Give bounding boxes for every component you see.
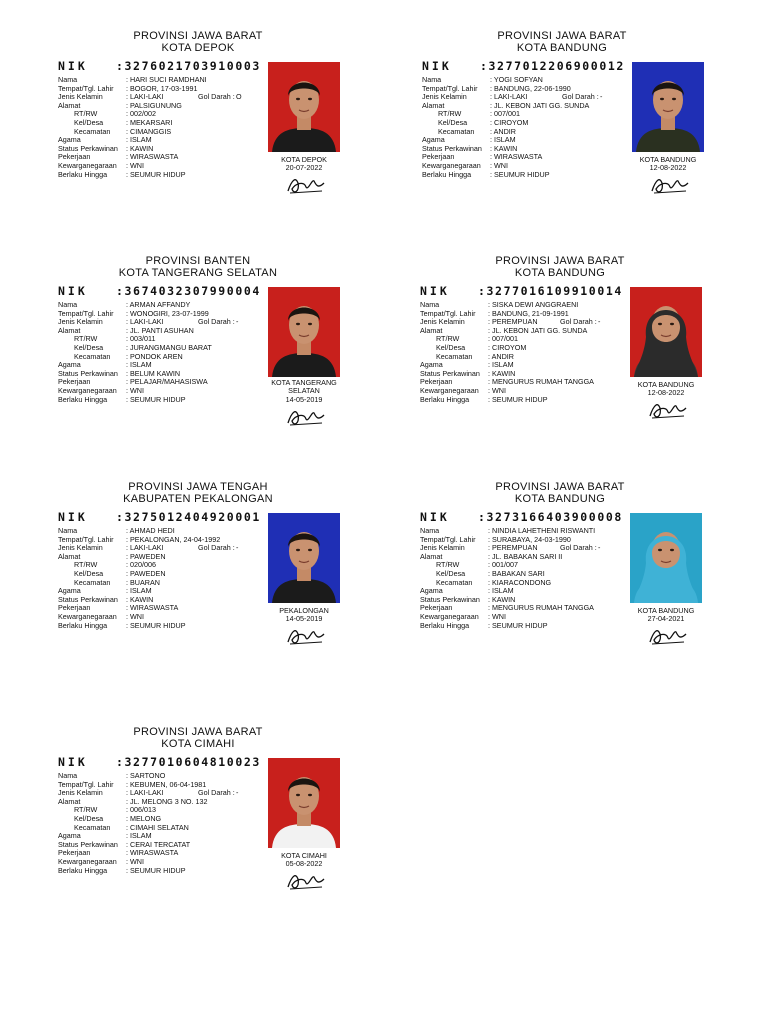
field-label: Kewarganegaraan [422, 160, 481, 170]
field-berlaku [58, 171, 273, 180]
field-label: Alamat [420, 551, 443, 561]
ktp-card [420, 255, 720, 445]
id-photo [268, 287, 340, 377]
field-label: RT/RW [74, 560, 98, 570]
ktp-card [58, 30, 358, 220]
nik-line [58, 755, 261, 769]
field-value: : KAWIN [488, 596, 515, 605]
signature-image [284, 624, 330, 648]
field-value: : CIROYOM [490, 119, 528, 128]
field-label: Kecamatan [74, 822, 111, 832]
id-photo [632, 62, 704, 152]
nik-line [422, 59, 625, 73]
id-photo [630, 287, 702, 377]
field-value: : ISLAM [488, 361, 514, 370]
identity-fields [58, 76, 273, 179]
field-value: : PEREMPUAN [488, 544, 538, 553]
field-value: : PAWEDEN [126, 570, 166, 579]
field-label: Pekerjaan [58, 848, 91, 858]
field-label: Alamat [422, 100, 445, 110]
field-value: : BUARAN [126, 579, 160, 588]
identity-fields [58, 527, 273, 630]
gol-darah-value: - [236, 543, 239, 553]
nik-label: NIK [420, 510, 450, 524]
field-value: : LAKI-LAKI [126, 93, 164, 102]
nik-number: :3275012404920001 [116, 510, 261, 524]
field-label: Agama [422, 135, 445, 145]
signature-image [646, 624, 692, 648]
field-berlaku [422, 171, 637, 180]
issue-date: 05-08-2022 [285, 859, 323, 869]
field-value: : SEUMUR HIDUP [126, 396, 186, 405]
issue-place-block [616, 381, 716, 398]
field-kecamatan [58, 128, 273, 137]
nik-number: :3273166403900008 [478, 510, 623, 524]
field-value: : PAWEDEN [126, 553, 166, 562]
field-label: Kel/Desa [74, 813, 104, 823]
nik-line [58, 59, 261, 73]
field-label: Berlaku Hingga [58, 394, 108, 404]
issue-place-block [254, 156, 354, 173]
gol-darah-value: - [598, 543, 601, 553]
field-value: : SEUMUR HIDUP [488, 622, 548, 631]
field-value: : LAKI-LAKI [126, 318, 164, 327]
issue-place: KOTA CIMAHI [281, 851, 327, 860]
issue-place-block [618, 156, 718, 173]
field-label: Jenis Kelamin [58, 543, 103, 553]
portrait-image [268, 287, 340, 377]
field-label: Nama [58, 771, 78, 780]
field-value: : 001/007 [488, 561, 518, 570]
portrait-image [268, 513, 340, 603]
field-value: : KAWIN [490, 145, 517, 154]
field-label: Kecamatan [436, 577, 473, 587]
id-photo [268, 62, 340, 152]
field-value: : ARMAN AFFANDY [126, 301, 190, 310]
field-label: Status Perkawinan [420, 368, 480, 378]
field-value: : CIROYOM [488, 344, 526, 353]
field-value: : SURABAYA, 24-03-1990 [488, 536, 571, 545]
field-value: : ISLAM [490, 136, 516, 145]
issue-date: 27-04-2021 [647, 614, 685, 624]
field-value: : KEBUMEN, 06-04-1981 [126, 781, 206, 790]
field-value: : MENGURUS RUMAH TANGGA [488, 378, 594, 387]
nik-label: NIK [422, 59, 452, 73]
field-value: : BOGOR, 17-03-1991 [126, 85, 198, 94]
field-label: Jenis Kelamin [58, 788, 103, 798]
field-value: : WNI [488, 613, 506, 622]
ktp-card [58, 481, 358, 671]
gol-darah-value: - [236, 788, 239, 798]
field-value: : PELAJAR/MAHASISWA [126, 378, 208, 387]
issue-date: 14-05-2019 [285, 394, 323, 404]
field-label: Pekerjaan [420, 603, 453, 613]
identity-fields [422, 76, 637, 179]
field-kecamatan [422, 128, 637, 137]
identity-fields [58, 772, 273, 875]
field-value: : WNI [126, 858, 144, 867]
field-label: Alamat [420, 325, 443, 335]
field-label: Kewarganegaraan [58, 385, 117, 395]
field-kecamatan [420, 579, 635, 588]
portrait-image [268, 758, 340, 848]
field-value: : PONDOK AREN [126, 353, 183, 362]
field-label: Pekerjaan [58, 152, 91, 162]
portrait-image [632, 62, 704, 152]
field-label: Tempat/Tgl. Lahir [420, 308, 476, 318]
field-label: Tempat/Tgl. Lahir [58, 83, 114, 93]
identity-fields [58, 301, 273, 404]
issue-place-block [254, 379, 354, 404]
field-label: Kewarganegaraan [420, 611, 479, 621]
city-title: KOTA CIMAHI [161, 738, 235, 750]
field-label: Kewarganegaraan [58, 856, 117, 866]
field-label: Status Perkawinan [58, 143, 118, 153]
field-value: : JL. PANTI ASUHAN [126, 327, 194, 336]
field-label: Agama [58, 360, 81, 370]
field-label: RT/RW [74, 334, 98, 344]
field-value: : 020/006 [126, 561, 156, 570]
ktp-card [420, 481, 720, 671]
nik-label: NIK [58, 510, 88, 524]
field-value: : CIMAHI SELATAN [126, 824, 189, 833]
ktp-card [58, 726, 358, 916]
field-value: : ANDIR [488, 353, 514, 362]
field-berlaku [420, 396, 635, 405]
field-label: Nama [58, 300, 78, 309]
field-label: Jenis Kelamin [58, 317, 103, 327]
field-value: : KAWIN [126, 596, 153, 605]
field-value: : JL. KEBON JATI GG. SUNDA [490, 102, 589, 111]
field-label: Kel/Desa [436, 342, 466, 352]
field-value: : 003/011 [126, 335, 155, 344]
field-label: Status Perkawinan [58, 839, 118, 849]
field-label: Nama [58, 526, 78, 535]
field-value: : 007/001 [488, 335, 518, 344]
signature-image [646, 398, 692, 422]
field-value: : SEUMUR HIDUP [126, 622, 186, 631]
field-label: Berlaku Hingga [58, 865, 108, 875]
field-value: : LAKI-LAKI [126, 789, 164, 798]
field-value: : AHMAD HEDI [126, 527, 175, 536]
field-value: : WNI [126, 162, 144, 171]
field-value: : KIARACONDONG [488, 579, 551, 588]
portrait-image [630, 513, 702, 603]
province-title: PROVINSI JAWA BARAT [133, 30, 263, 42]
gol-darah-value: O [236, 92, 242, 102]
field-label: Nama [420, 300, 440, 309]
field-kecamatan [420, 353, 635, 362]
issue-place: KOTA BANDUNG [637, 380, 695, 389]
identity-fields [420, 527, 635, 630]
field-label: Alamat [58, 551, 81, 561]
field-label: Jenis Kelamin [58, 92, 103, 102]
portrait-image [268, 62, 340, 152]
city-title: KOTA DEPOK [161, 42, 235, 54]
gol-darah-label: Gol Darah : [198, 789, 235, 798]
field-value: : ISLAM [126, 136, 152, 145]
nik-label: NIK [58, 284, 88, 298]
nik-label: NIK [58, 59, 88, 73]
field-berlaku [58, 396, 273, 405]
city-title: KOTA BANDUNG [514, 267, 606, 279]
nik-number: :3277012206900012 [480, 59, 625, 73]
field-label: Nama [58, 75, 78, 84]
field-label: RT/RW [438, 109, 462, 119]
city-title: KOTA BANDUNG [514, 493, 606, 505]
field-label: Agama [58, 831, 81, 841]
field-value: : WNI [488, 387, 506, 396]
field-value: : WONOGIRI, 23-07-1999 [126, 310, 209, 319]
field-value: : PEREMPUAN [488, 318, 538, 327]
field-value: : ISLAM [126, 832, 152, 841]
gol-darah-value: - [600, 92, 603, 102]
field-label: Agama [420, 586, 443, 596]
field-value: : KAWIN [488, 370, 515, 379]
field-value: : NINDIA LAHETHENI RISWANTI [488, 527, 595, 536]
field-value: : LAKI-LAKI [126, 544, 164, 553]
nik-line [58, 510, 261, 524]
issue-date: 14-05-2019 [285, 614, 323, 624]
field-value: : WIRASWASTA [490, 153, 542, 162]
gol-darah-label: Gol Darah : [198, 93, 235, 102]
field-label: Kecamatan [438, 126, 475, 136]
field-label: Agama [58, 586, 81, 596]
field-label: Kecamatan [74, 126, 111, 136]
identity-fields [420, 301, 635, 404]
field-label: Agama [58, 135, 81, 145]
province-title: PROVINSI JAWA BARAT [497, 30, 627, 42]
field-value: : 007/001 [490, 110, 520, 119]
issue-place: KOTA TANGERANG [271, 378, 337, 387]
field-value: : 006/013 [126, 806, 156, 815]
gol-darah-label: Gol Darah : [198, 318, 235, 327]
field-label: RT/RW [436, 560, 460, 570]
field-value: : SEUMUR HIDUP [126, 171, 186, 180]
id-photo [268, 513, 340, 603]
field-value: : PALSIGUNUNG [126, 102, 182, 111]
field-kecamatan [58, 824, 273, 833]
field-label: Tempat/Tgl. Lahir [58, 779, 114, 789]
gol-darah-label: Gol Darah : [560, 318, 597, 327]
field-label: Kecamatan [436, 351, 473, 361]
issue-date: 20-07-2022 [285, 163, 323, 173]
ktp-card [422, 30, 722, 220]
province-title: PROVINSI BANTEN [145, 255, 251, 267]
id-photo [630, 513, 702, 603]
field-label: Alamat [58, 100, 81, 110]
signature-image [648, 173, 694, 197]
portrait-image [630, 287, 702, 377]
province-title: PROVINSI JAWA BARAT [495, 481, 625, 493]
field-label: Berlaku Hingga [420, 394, 470, 404]
field-value: : WNI [490, 162, 508, 171]
gol-darah-value: - [598, 317, 601, 327]
field-value: : WNI [126, 387, 144, 396]
field-label: Kel/Desa [74, 568, 104, 578]
field-value: : BELUM KAWIN [126, 370, 180, 379]
field-kecamatan [58, 353, 273, 362]
issue-place: PEKALONGAN [279, 606, 329, 615]
field-value: : BANDUNG, 22-06-1990 [490, 85, 571, 94]
field-label: Nama [420, 526, 440, 535]
field-berlaku [58, 622, 273, 631]
nik-line [420, 284, 623, 298]
ktp-card [58, 255, 358, 445]
field-label: Alamat [58, 796, 81, 806]
field-value: : 002/002 [126, 110, 156, 119]
field-value: : SARTONO [126, 772, 165, 781]
field-label: Tempat/Tgl. Lahir [58, 534, 114, 544]
field-value: : MEKARSARI [126, 119, 172, 128]
field-label: Kewarganegaraan [58, 611, 117, 621]
field-value: : BANDUNG, 21-09-1991 [488, 310, 569, 319]
field-value: : JL. MELONG 3 NO. 132 [126, 798, 208, 807]
field-value: : HARI SUCI RAMDHANI [126, 76, 207, 85]
field-label: Pekerjaan [422, 152, 455, 162]
field-value: : SEUMUR HIDUP [490, 171, 550, 180]
issue-date: 12-08-2022 [649, 163, 687, 173]
signature-image [284, 869, 330, 893]
id-photo [268, 758, 340, 848]
field-label: Berlaku Hingga [422, 169, 472, 179]
field-label: Berlaku Hingga [420, 620, 470, 630]
field-value: : SEUMUR HIDUP [126, 867, 186, 876]
field-value: : WIRASWASTA [126, 849, 178, 858]
city-title: KOTA TANGERANG SELATAN [118, 267, 278, 279]
field-value: : MENGURUS RUMAH TANGGA [488, 604, 594, 613]
field-label: Status Perkawinan [420, 594, 480, 604]
province-title: PROVINSI JAWA TENGAH [128, 481, 268, 493]
field-value: : WNI [126, 613, 144, 622]
city-title: KABUPATEN PEKALONGAN [123, 493, 273, 505]
gol-darah-value: - [236, 317, 239, 327]
field-label: RT/RW [74, 805, 98, 815]
gol-darah-label: Gol Darah : [560, 544, 597, 553]
field-value: : BABAKAN SARI [488, 570, 545, 579]
field-label: Status Perkawinan [58, 594, 118, 604]
field-value: : CERAI TERCATAT [126, 841, 190, 850]
field-label: Tempat/Tgl. Lahir [422, 83, 478, 93]
field-label: Jenis Kelamin [422, 92, 467, 102]
field-label: Kecamatan [74, 351, 111, 361]
nik-label: NIK [58, 755, 88, 769]
field-label: Kel/Desa [74, 342, 104, 352]
field-label: Kewarganegaraan [58, 160, 117, 170]
field-value: : KAWIN [126, 145, 153, 154]
field-label: Kel/Desa [438, 117, 468, 127]
nik-number: :3277010604810023 [116, 755, 261, 769]
issue-place-block [254, 852, 354, 869]
field-label: Tempat/Tgl. Lahir [58, 308, 114, 318]
signature-image [284, 173, 330, 197]
field-label: Pekerjaan [58, 377, 91, 387]
nik-number: :3674032307990004 [116, 284, 261, 298]
signature-image [284, 405, 330, 429]
nik-label: NIK [420, 284, 450, 298]
field-label: Jenis Kelamin [420, 317, 465, 327]
field-label: Alamat [58, 325, 81, 335]
field-label: Kewarganegaraan [420, 385, 479, 395]
field-value: : ISLAM [488, 587, 514, 596]
nik-line [58, 284, 261, 298]
issue-place: KOTA DEPOK [281, 155, 327, 164]
field-label: Jenis Kelamin [420, 543, 465, 553]
city-title: KOTA BANDUNG [516, 42, 608, 54]
field-value: : SEUMUR HIDUP [488, 396, 548, 405]
field-value: : WIRASWASTA [126, 604, 178, 613]
province-title: PROVINSI JAWA BARAT [133, 726, 263, 738]
field-label: Kel/Desa [436, 568, 466, 578]
field-label: Status Perkawinan [422, 143, 482, 153]
field-value: : JURANGMANGU BARAT [126, 344, 212, 353]
issue-date: 12-08-2022 [647, 388, 685, 398]
field-label: Pekerjaan [58, 603, 91, 613]
nik-number: :3276021703910003 [116, 59, 261, 73]
issue-place: KOTA BANDUNG [639, 155, 697, 164]
field-value: : MELONG [126, 815, 161, 824]
field-value: : LAKI-LAKI [490, 93, 528, 102]
issue-place: KOTA BANDUNG [637, 606, 695, 615]
province-title: PROVINSI JAWA BARAT [495, 255, 625, 267]
gol-darah-label: Gol Darah : [198, 544, 235, 553]
field-label: Kel/Desa [74, 117, 104, 127]
field-value: : PEKALONGAN, 24-04-1992 [126, 536, 220, 545]
field-label: Status Perkawinan [58, 368, 118, 378]
field-label: RT/RW [74, 109, 98, 119]
field-kecamatan [58, 579, 273, 588]
field-value: : JL. BABAKAN SARI II [488, 553, 562, 562]
field-berlaku [420, 622, 635, 631]
field-value: : JL. KEBON JATI GG. SUNDA [488, 327, 587, 336]
field-label: Berlaku Hingga [58, 169, 108, 179]
field-value: : CIMANGGIS [126, 128, 171, 137]
field-berlaku [58, 867, 273, 876]
field-label: Pekerjaan [420, 377, 453, 387]
issue-place-line2: SELATAN [288, 386, 320, 396]
field-label: Kecamatan [74, 577, 111, 587]
field-label: Agama [420, 360, 443, 370]
field-value: : WIRASWASTA [126, 153, 178, 162]
field-label: Tempat/Tgl. Lahir [420, 534, 476, 544]
field-label: Berlaku Hingga [58, 620, 108, 630]
field-value: : ISLAM [126, 587, 152, 596]
nik-number: :3277016109910014 [478, 284, 623, 298]
nik-line [420, 510, 623, 524]
field-value: : SISKA DEWI ANGGRAENI [488, 301, 578, 310]
field-value: : ISLAM [126, 361, 152, 370]
issue-place-block [616, 607, 716, 624]
field-value: : ANDIR [490, 128, 516, 137]
field-label: Nama [422, 75, 442, 84]
issue-place-block [254, 607, 354, 624]
gol-darah-label: Gol Darah : [562, 93, 599, 102]
field-value: : YOGI SOFYAN [490, 76, 543, 85]
field-label: RT/RW [436, 334, 460, 344]
